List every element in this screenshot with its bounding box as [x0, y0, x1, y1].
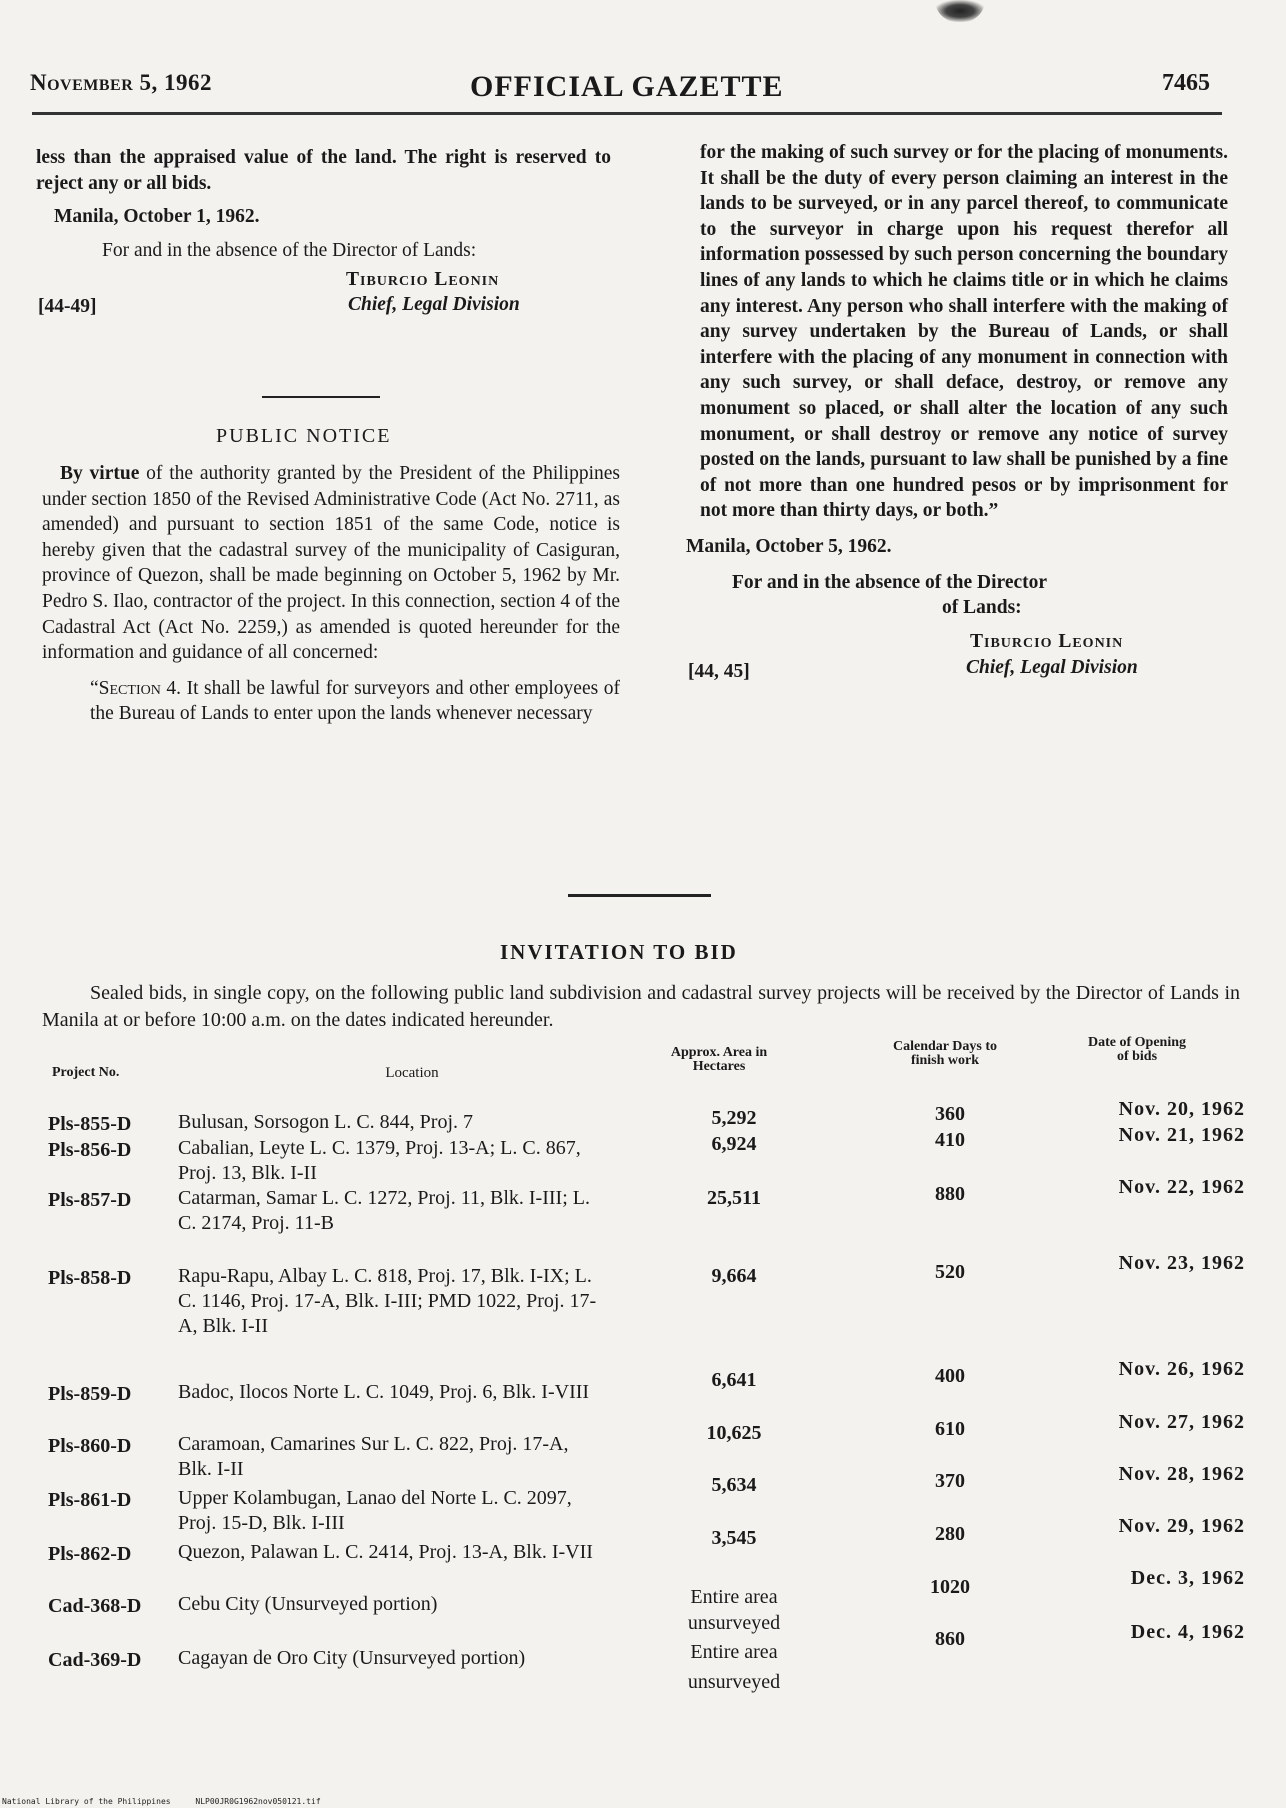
row-date: Nov. 27, 1962 [1118, 1411, 1245, 1433]
row-project: Pls-860-D [48, 1435, 132, 1457]
invitation-intro [42, 980, 1240, 1034]
row-project: Pls-855-D [48, 1113, 132, 1135]
row-date: Nov. 21, 1962 [1118, 1124, 1245, 1146]
row-project: Cad-368-D [48, 1595, 142, 1617]
right-place-date: Manila, October 5, 1962. [686, 535, 892, 557]
row-days: 400 [935, 1365, 965, 1387]
row-area: 5,634 [711, 1474, 757, 1496]
header-rule [32, 112, 1222, 115]
row-project: Pls-862-D [48, 1543, 132, 1565]
left-signer-title: Chief, Legal Division [348, 294, 520, 316]
row-area: 3,545 [711, 1527, 757, 1549]
col-header-area: Approx. Area in Hectares [670, 1045, 768, 1074]
footer-source: National Library of the Philippines [2, 1797, 171, 1806]
public-notice-body [42, 461, 620, 727]
row-area: 6,924 [711, 1133, 757, 1155]
row-area: 5,292 [711, 1107, 757, 1129]
row-date: Dec. 3, 1962 [1130, 1567, 1245, 1589]
row-date: Nov. 28, 1962 [1118, 1463, 1245, 1485]
right-for-line-2: of Lands: [942, 597, 1022, 619]
row-location: Catarman, Samar L. C. 1272, Proj. 11, Blk. I-III; L. C. 2174, Proj. 11-B [178, 1187, 590, 1234]
row-days: 280 [935, 1523, 965, 1545]
row-location: Caramoan, Camarines Sur L. C. 822, Proj. 17-A, Blk. I-II [178, 1433, 569, 1480]
left-signature-block [36, 267, 611, 319]
row-area: Entire area unsurveyed [687, 1586, 781, 1634]
quote-continued: for the making of such survey or for the placing of monuments. It shall be the duty of every person claiming an interest in the lands to be surveyed, or in any parcel thereof, to communicate to the surveyor in charge upon his request therefor all information possessed by such person concerning the boundary lines of any lands to which he claims title or in which he claims any interest. Any person who shall interfere with the making of any survey undertaken by the Bureau of Lands, or shall interfere with the placing of any monument in connection with any such survey, or shall deface, destroy, or remove any monument so placed, or shall alter the location of any such monument, or shall destroy or remove any notice of survey posted on the lands, pursuant to law shall be punished by a fine of not more than one hundred pesos or by imprisonment for not more than thirty days, or both.” [700, 142, 1228, 522]
row-location: Cagayan de Oro City (Unsurveyed portion) [178, 1647, 526, 1669]
scan-footer [2, 1797, 321, 1806]
row-days: 520 [935, 1261, 965, 1283]
left-column [36, 145, 611, 319]
row-days: 1020 [930, 1576, 970, 1598]
row-location: Cabalian, Leyte L. C. 1379, Proj. 13-A; L. C. 867, Proj. 13, Blk. I-II [178, 1137, 581, 1184]
row-project: Pls-856-D [48, 1139, 132, 1161]
row-area: 10,625 [706, 1422, 762, 1444]
right-ref: [44, 45] [688, 660, 750, 682]
row-days: 370 [935, 1470, 965, 1492]
header-page-number: 7465 [1162, 70, 1210, 96]
row-project: Pls-858-D [48, 1267, 132, 1289]
right-signer-title: Chief, Legal Division [966, 656, 1138, 678]
invitation-divider [568, 894, 711, 897]
section-divider [262, 396, 380, 398]
row-area: 25,511 [707, 1187, 761, 1209]
row-location: Cebu City (Unsurveyed portion) [178, 1593, 438, 1615]
invitation-title: INVITATION TO BID [500, 940, 738, 964]
notice-lead: By virtue [60, 463, 140, 484]
left-for-line: For and in the absence of the Director of Lands: [102, 239, 477, 261]
row-area: 9,664 [711, 1265, 757, 1287]
row-location: Quezon, Palawan L. C. 2414, Proj. 13-A, Blk. I-VII [178, 1541, 593, 1563]
row-days: 860 [935, 1628, 965, 1650]
row-date: Dec. 4, 1962 [1130, 1621, 1245, 1643]
col-header-project: Project No. [52, 1065, 120, 1080]
col-header-date: Date of Opening of bids [1088, 1035, 1186, 1064]
quoted-section [90, 676, 620, 727]
footer-file: NLP00JR0G1962nov050121.tif [195, 1797, 321, 1806]
col-header-days: Calendar Days to finish work [893, 1039, 997, 1068]
right-for-line-1: For and in the absence of the Director [732, 571, 1048, 593]
public-notice-title: PUBLIC NOTICE [216, 425, 392, 447]
col-header-location: Location [385, 1065, 439, 1081]
row-days: 410 [935, 1129, 965, 1151]
quote-section-label: “Section 4. [90, 677, 182, 699]
right-signer-name: Tiburcio Leonin [970, 630, 1124, 652]
left-ref: [44-49] [38, 296, 97, 318]
row-date: Nov. 29, 1962 [1118, 1515, 1245, 1537]
row-location: Upper Kolambugan, Lanao del Norte L. C. 2097, Proj. 15-D, Blk. I-III [178, 1487, 572, 1534]
row-date: Nov. 26, 1962 [1118, 1358, 1245, 1380]
row-area: 6,641 [711, 1369, 757, 1391]
row-area: Entire area unsurveyed [687, 1641, 781, 1693]
header-title: OFFICIAL GAZETTE [470, 70, 784, 103]
continued-text: less than the appraised value of the land. The right is reserved to reject any or all bids. [36, 147, 611, 194]
row-project: Pls-859-D [48, 1383, 132, 1405]
notice-body: of the authority granted by the President of the Philippines under section 1850 of the Revised Administrative Code (Act No. 2711, as amended) and pursuant to section 1851 of the same Code, notice is hereby given that the cadastral survey of the municipality of Casiguran, province of Quezon, shall be made beginning on October 5, 1962 by Mr. Pedro S. Ilao, contractor of the project. In this connection, section 4 of the Cadastral Act (Act No. 2259,) as amended is quoted hereunder for the information and guidance of all concerned: [42, 463, 620, 664]
row-date: Nov. 22, 1962 [1118, 1176, 1245, 1198]
row-project: Cad-369-D [48, 1649, 142, 1671]
row-date: Nov. 20, 1962 [1118, 1098, 1245, 1120]
row-project: Pls-861-D [48, 1489, 132, 1511]
invitation-intro-text: Sealed bids, in single copy, on the following public land subdivision and cadastral survey projects will be received by the Director of Lands in Manila at or before 10:00 a.m. on the dates indicated hereunder. [42, 982, 1240, 1031]
row-days: 360 [935, 1103, 965, 1125]
row-days: 610 [935, 1418, 965, 1440]
ink-blot [935, 0, 985, 22]
right-column [686, 140, 1228, 685]
row-date: Nov. 23, 1962 [1118, 1252, 1245, 1274]
row-project: Pls-857-D [48, 1189, 132, 1211]
header-date: November 5, 1962 [30, 70, 213, 95]
row-days: 880 [935, 1183, 965, 1205]
right-signature-block [688, 629, 1228, 685]
quote-text: It shall be lawful for surveyors and other employees of the Bureau of Lands to enter upon the lands whenever necessary [90, 677, 620, 725]
row-location: Bulusan, Sorsogon L. C. 844, Proj. 7 [178, 1111, 474, 1133]
left-place-date: Manila, October 1, 1962. [54, 206, 260, 228]
row-location: Badoc, Ilocos Norte L. C. 1049, Proj. 6, Blk. I-VIII [178, 1381, 590, 1403]
row-location: Rapu-Rapu, Albay L. C. 818, Proj. 17, Blk. I-IX; L. C. 1146, Proj. 17-A, Blk. I-III; PMD 1022, Proj. 17-A, Blk. I-II [178, 1265, 597, 1337]
left-signer-name: Tiburcio Leonin [346, 269, 500, 291]
notice-paragraph [42, 461, 620, 666]
